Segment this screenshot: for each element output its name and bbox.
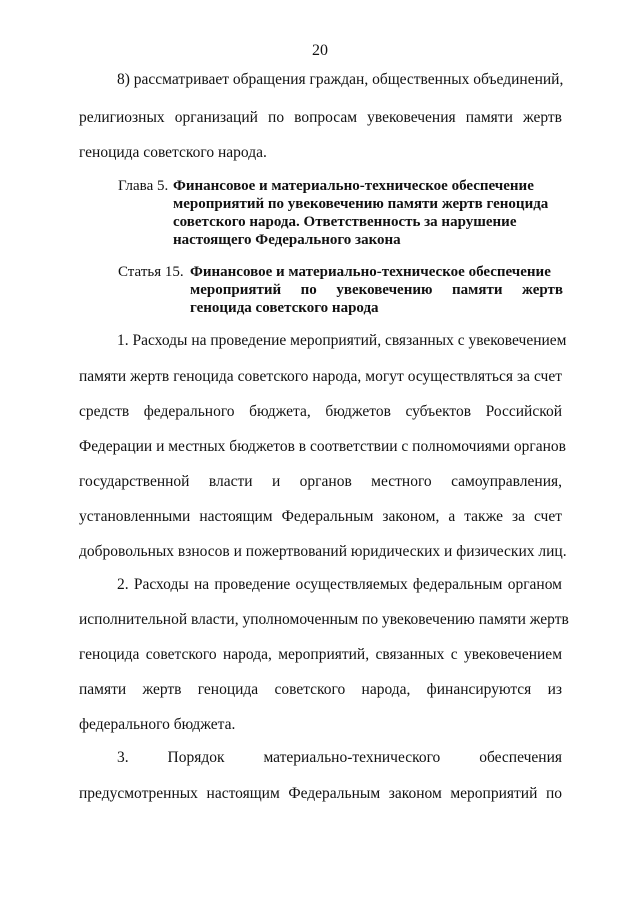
page-number: 20	[312, 42, 328, 59]
para1-line-2: памяти жертв геноцида советского народа, могут осуществляться за счет	[79, 368, 562, 385]
chapter-title-line-1: Финансовое и материально-техническое обеспечение	[173, 178, 534, 194]
para1-line-4: Федерации и местных бюджетов в соответствии с полномочиями органов	[79, 438, 566, 455]
chapter-title-line-2: мероприятий по увековечению памяти жертв геноцида	[173, 196, 549, 212]
para3-line-2: предусмотренных настоящим Федеральным законом мероприятий по	[79, 785, 562, 802]
para1-line-7: добровольных взносов и пожертвований юридических и физических лиц.	[79, 543, 567, 560]
item8-line-2: религиозных организаций по вопросам увековечения памяти жертв	[79, 109, 562, 126]
para1-line-6: установленными настоящим Федеральным законом, а также за счет	[79, 508, 562, 525]
chapter-prefix: Глава 5.	[118, 178, 169, 194]
para1-line-3: средств федерального бюджета, бюджетов субъектов Российской	[79, 403, 562, 420]
article-title-line-1: Финансовое и материально-техническое обеспечение	[190, 264, 551, 280]
article-title-line-2: мероприятий по увековечению памяти жертв	[190, 282, 563, 298]
para3-line-1: 3. Порядок материально-технического обеспечения	[117, 749, 562, 766]
para2-line-3: геноцида советского народа, мероприятий, связанных с увековечением	[79, 646, 562, 663]
para2-line-1: 2. Расходы на проведение осуществляемых федеральным органом	[117, 576, 562, 593]
article-title-line-3: геноцида советского народа	[190, 300, 379, 316]
para2-line-2: исполнительной власти, уполномоченным по увековечению памяти жертв	[79, 611, 569, 628]
chapter-title-line-3: советского народа. Ответственность за нарушение	[173, 214, 517, 230]
para1-line-5: государственной власти и органов местного самоуправления,	[79, 473, 562, 490]
para2-line-4: памяти жертв геноцида советского народа, финансируются из	[79, 681, 562, 698]
item8-line-1: 8) рассматривает обращения граждан, общественных объединений,	[117, 71, 564, 88]
para2-line-5: федерального бюджета.	[79, 716, 236, 733]
para1-line-1: 1. Расходы на проведение мероприятий, связанных с увековечением	[117, 332, 567, 349]
chapter-title-line-4: настоящего Федерального закона	[173, 232, 401, 248]
item8-line-3: геноцида советского народа.	[79, 144, 267, 161]
article-prefix: Статья 15.	[118, 264, 184, 280]
